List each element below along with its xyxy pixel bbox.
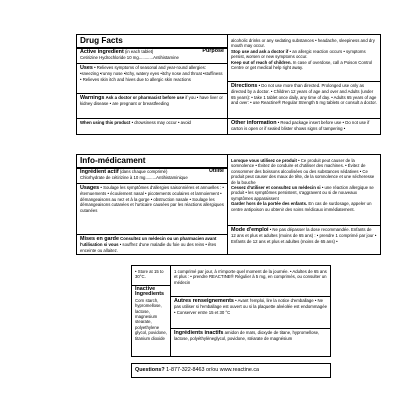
info-medicament-left-column (77, 155, 227, 254)
usages-text: • Soulage les symptômes d'allergies saisonnières et annuelles : • éternuements • écoulement nasal • picotements oculaires et larmoiement • démangeaisons au nez et à la gorge • obstruction nasale • Soulage les démangeaisons cutanées et l'urticaire causées par les réactions allergiques cutanées (80, 185, 224, 213)
divider (228, 225, 380, 226)
warnings-ask: Ask a doctor or pharmacist before use (105, 95, 185, 100)
divider (77, 183, 227, 184)
active-ingredient-line: Cetirizine Hydrochloride 10 mg............Antihistamine (80, 55, 179, 61)
garder-text: En cas de surdosage, appeler un centre antipoison ou obtenir des soins médicaux immédiatement. (231, 201, 372, 212)
cessez-text: • une réaction allergique se produit • les symptômes persistent, s'aggravent ou si de nouveaux symptômes apparaissent (231, 185, 374, 201)
lorsque-heading: Lorsque vous utilisez ce produit (231, 158, 297, 163)
drug-facts-panel (76, 34, 381, 135)
autres-heading: Autres renseignements (174, 298, 234, 304)
ingredients-inactifs-text: amidon de maïs, dioxyde de titane, hypromellose, lactose, polyéthylèneglycol, povidone, stéarate de magnésium (174, 330, 320, 342)
other-info-section (231, 120, 377, 132)
purpose-heading: Purpose (202, 48, 224, 54)
lorsque-text: • Ce produit peut causer de la somnolence • Évitez de conduire et d'utiliser des machines. • Évitez de consommer des boissons alcoolisées ou des substances sédatives • Ce produit peut causer des maux de tête, de la somnolence et une sécheresse de la bouche (231, 158, 375, 185)
active-ingredient-sub: (in each tablet) (124, 49, 154, 54)
mises-en-garde-section (80, 236, 224, 253)
ingredient-actif-line: Chlorhydrate de cétirizine à 10 mg.........Antihistaminique (80, 175, 188, 181)
warnings-heading: Warnings (80, 95, 105, 101)
inactive-ingredients-section (135, 287, 167, 341)
divider (77, 118, 227, 119)
ingredients-inactifs-section (174, 330, 327, 342)
continued-warnings: alcoholic drinks or any sedating substances • headache, sleepiness and dry mouth may occur. Stop use and ask a doctor if • an allergic reaction occurs • symptoms persist, worsen or new symptoms occur. Keep out of reach of children. In case of overdose, call a Poison Control Centre or get medical help right away. (231, 38, 375, 71)
info-medicament-title: Info-médicament (80, 156, 146, 165)
divider (77, 93, 227, 94)
info-medicament-panel (76, 154, 381, 255)
questions-box (131, 363, 331, 378)
divider (228, 81, 380, 82)
drug-facts-left-column (77, 35, 227, 134)
right-top-text: 1 comprimé par jour, à n'importe quel moment de la journée. • Adultes de 65 ans et plus : • prendre REACTINE® Régulier à 5 mg, en comprimés, ou consulter un médecin (174, 269, 327, 285)
bottom-left-column (132, 266, 170, 356)
uses-text: • Relieves symptoms of seasonal and year-round allergies: •sneezing •runny nose •itchy, watery eyes •itchy nose and throat •stuffiness • Relieves skin itch and hives due to allergic skin reactions (80, 65, 223, 82)
inactive-ingredients-heading: Inactive Ingredients (135, 286, 165, 298)
ingredient-actif-sub: (dans chaque comprimé) (119, 169, 168, 174)
divider (77, 63, 227, 64)
directions-text: • Do not use more than directed. Prolonged use only as directed by a doctor. • Children 12 years of age and over and Adults (under 65 years): • take 1 tablet once daily, any time of day. • Adults 65 years of age and over: • use Reactine® Regular Strength 5 mg tablets or consult a doctor. (231, 83, 377, 106)
when-using-heading: When using this product (80, 120, 131, 125)
questions-label: Questions? (135, 367, 165, 373)
directions-section (231, 83, 377, 106)
active-ingredient-heading: Active ingredient (80, 49, 124, 55)
utilite-heading: Utilité (209, 168, 224, 174)
directions-heading: Directions (231, 83, 258, 89)
autres-text: • Avant l'emploi, lire la notice d'emballage • Ne pas utiliser si l'emballage est ouvert ou si la plaquette alvéolée est endommagée • Conserver entre 15 et 30 °C (174, 298, 327, 315)
mode-emploi-text: • Ne pas dépasser la dose recommandée. Enfants de 12 ans et plus et adultes (moins de 65 ans) : • prendre 1 comprimé par jour • Enfants de 12 ans et plus et adultes (moins de 65 ans) • (231, 227, 377, 244)
ingredient-actif-heading: Ingrédient actif (80, 169, 119, 175)
mises-en-garde-ask: Consultez un médecin ou un pharmacien avant l'utilisation si vous (80, 236, 217, 248)
inactive-ingredients-text: Corn starch, hypromellose, lactose, magnesium stearate, polyethylene glycol, povidone, titanium dioxide (135, 297, 168, 341)
mises-en-garde-heading: Mises en garde (80, 236, 119, 242)
info-medicament-right-column (228, 155, 380, 254)
storage-section (135, 269, 167, 280)
questions-text: 1-877-322-8463 or/ou www.reactine.ca (166, 367, 260, 373)
stop-use-text: • an allergic reaction occurs • symptoms persist, worsen or new symptoms occur. (231, 48, 366, 60)
mode-emploi-heading: Mode d'emploi (231, 227, 269, 233)
active-ingredient-section (80, 49, 224, 61)
garder-heading: Garder hors de la portée des enfants. (231, 201, 308, 207)
bottom-right-column (171, 266, 330, 356)
keep-out-text: In case of overdose, call a Poison Control Centre or get medical help right away. (231, 59, 373, 71)
drug-facts-title: Drug Facts (80, 36, 123, 45)
right-top-section (174, 269, 327, 285)
bottom-info-panel (131, 265, 331, 357)
mises-en-garde-text: • souffrez d'une maladie du foie ou des reins • êtes enceinte ou allaitez. (80, 242, 217, 253)
ingredients-inactifs-heading: Ingrédients inactifs (174, 330, 224, 336)
uses-heading: Uses (80, 65, 93, 71)
mode-emploi-section (231, 227, 377, 244)
divider (171, 328, 330, 329)
other-info-text: • Read package insert before use • Do not use if carton is open or if sealed blister shows signs of tampering • (231, 120, 370, 132)
when-using-text: • drowsiness may occur • avoid (131, 120, 191, 125)
autres-section (174, 298, 327, 315)
when-using-section (80, 120, 224, 125)
warnings-text: if you • have liver or kidney disease • are pregnant or breastfeeding (80, 95, 223, 107)
usages-heading: Usages (80, 185, 100, 191)
divider (77, 234, 227, 235)
divider (171, 296, 330, 297)
other-info-heading: Other information (231, 120, 277, 126)
storage-text: • Store at 15 to 30°C. (135, 269, 164, 280)
keep-out-heading: Keep out of reach of children. (231, 59, 292, 65)
ingredient-actif-section (80, 169, 224, 181)
warnings-section (80, 95, 224, 107)
divider (228, 118, 380, 119)
lorsque-section (231, 158, 377, 212)
uses-section (80, 65, 224, 82)
stop-use-heading: Stop use and ask a doctor if (231, 48, 289, 54)
cessez-heading: Cessez d'utiliser et consultez un médecin si (231, 185, 321, 191)
drug-facts-right-column (228, 35, 380, 134)
usages-section (80, 185, 224, 213)
